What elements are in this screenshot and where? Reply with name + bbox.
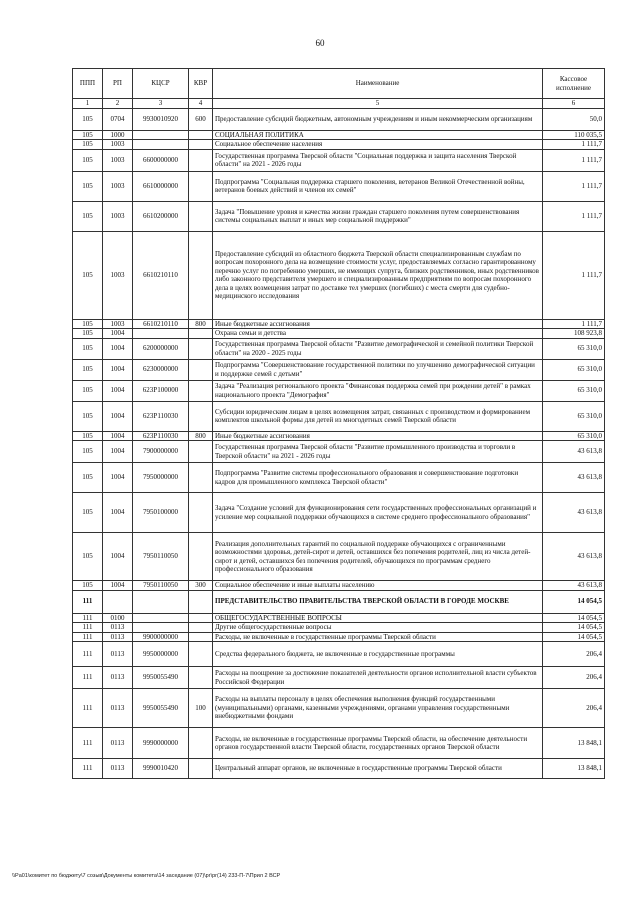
table-row (73, 533, 605, 581)
column-number: 6 (543, 99, 605, 109)
table-row (73, 493, 605, 533)
cell-amount: 43 613,8 (543, 533, 605, 581)
cell-name: Иные бюджетные ассигнования (213, 319, 543, 329)
cell-ppp: 105 (73, 231, 103, 319)
cell-amount: 50,0 (543, 108, 605, 130)
cell-amount: 206,4 (543, 642, 605, 667)
cell-kvr (189, 759, 213, 779)
cell-name: Предоставление субсидий из областного бюджета Тверской области специализированным службам по вопросам похоронного дела на возмещение стоимости услуг, предоставляемых согласно гарантированному перечню услуг по погребению умерших, не имеющих супруга, близких родственников, иных родственников либо законного представителя умершего и специализированным предприятиям по вопросам похоронного дела в целях возмещения затрат по доставке тел умерших (погибших) с места смерти для судебно-медицинского исследования (213, 231, 543, 319)
table-row (73, 401, 605, 431)
cell-ppp: 111 (73, 642, 103, 667)
cell-ppp: 105 (73, 431, 103, 441)
cell-ppp: 105 (73, 338, 103, 359)
cell-ppp: 105 (73, 130, 103, 140)
cell-ppp: 111 (73, 613, 103, 623)
header-kcsr: КЦСР (133, 69, 189, 99)
cell-kvr (189, 623, 213, 633)
cell-kcsr: 7950110050 (133, 581, 189, 591)
cell-kvr (189, 401, 213, 431)
cell-ppp: 111 (73, 728, 103, 759)
cell-amount: 1 111,7 (543, 140, 605, 150)
cell-kcsr: 7900000000 (133, 441, 189, 463)
cell-kvr: 300 (189, 581, 213, 591)
table-row (73, 319, 605, 329)
table-row (73, 359, 605, 380)
cell-kcsr (133, 623, 189, 633)
cell-amount: 13 848,1 (543, 728, 605, 759)
cell-kvr (189, 171, 213, 201)
cell-ppp: 105 (73, 493, 103, 533)
header-rp: РП (103, 69, 133, 99)
cell-kcsr: 7950000000 (133, 463, 189, 493)
cell-ppp: 105 (73, 441, 103, 463)
cell-rp: 1003 (103, 319, 133, 329)
cell-kcsr: 6610210110 (133, 319, 189, 329)
cell-amount: 43 613,8 (543, 493, 605, 533)
cell-rp: 1004 (103, 401, 133, 431)
cell-kcsr: 9950055490 (133, 667, 189, 689)
cell-ppp: 105 (73, 401, 103, 431)
cell-ppp: 111 (73, 623, 103, 633)
cell-name: Социальное обеспечение и иные выплаты населению (213, 581, 543, 591)
table-row (73, 231, 605, 319)
cell-kvr (189, 533, 213, 581)
cell-amount: 43 613,8 (543, 581, 605, 591)
column-number: 1 (73, 99, 103, 109)
cell-amount: 43 613,8 (543, 463, 605, 493)
cell-kvr (189, 380, 213, 401)
table-row (73, 171, 605, 201)
table-row (73, 140, 605, 150)
cell-kvr (189, 667, 213, 689)
table-row (73, 689, 605, 728)
cell-ppp: 111 (73, 689, 103, 728)
table-row (73, 728, 605, 759)
table-row (73, 380, 605, 401)
column-number: 4 (189, 99, 213, 109)
cell-kcsr: 7950100000 (133, 493, 189, 533)
cell-kvr (189, 149, 213, 171)
cell-rp: 1003 (103, 171, 133, 201)
cell-kcsr: 6610000000 (133, 171, 189, 201)
cell-amount: 65 310,0 (543, 338, 605, 359)
cell-name: Субсидии юридическим лицам в целях возмещения затрат, связанных с производством и формированием комплектов школьной формы для детей из многодетных семей Тверской области (213, 401, 543, 431)
cell-rp: 0100 (103, 613, 133, 623)
cell-kcsr: 6200000000 (133, 338, 189, 359)
cell-rp: 1004 (103, 533, 133, 581)
cell-name: СОЦИАЛЬНАЯ ПОЛИТИКА (213, 130, 543, 140)
table-row (73, 201, 605, 231)
cell-kcsr (133, 590, 189, 613)
cell-amount: 108 923,8 (543, 329, 605, 339)
table-row (73, 667, 605, 689)
cell-amount: 14 054,5 (543, 590, 605, 613)
cell-amount: 43 613,8 (543, 441, 605, 463)
cell-name: Расходы, не включенные в государственные программы Тверской области, на обеспечение деятельности органов государственной власти Тверской области, государственных органов Тверской области (213, 728, 543, 759)
cell-rp: 0113 (103, 623, 133, 633)
cell-kcsr: 9990000000 (133, 728, 189, 759)
cell-amount: 206,4 (543, 667, 605, 689)
cell-ppp: 105 (73, 149, 103, 171)
cell-kvr (189, 463, 213, 493)
cell-rp: 1004 (103, 441, 133, 463)
cell-kvr (189, 359, 213, 380)
table-row (73, 441, 605, 463)
table-row (73, 581, 605, 591)
cell-name: Государственная программа Тверской области "Развитие промышленного производства и торговли в Тверской области" на 2021 - 2026 годы (213, 441, 543, 463)
cell-amount: 110 035,5 (543, 130, 605, 140)
cell-kvr (189, 140, 213, 150)
table-row (73, 642, 605, 667)
cell-ppp: 105 (73, 581, 103, 591)
cell-rp: 0113 (103, 759, 133, 779)
cell-name: Средства федерального бюджета, не включенные в государственные программы (213, 642, 543, 667)
cell-kvr (189, 632, 213, 642)
cell-rp: 1004 (103, 380, 133, 401)
cell-ppp: 105 (73, 319, 103, 329)
cell-name: Предоставление субсидий бюджетным, автономным учреждениям и иным некоммерческим организациям (213, 108, 543, 130)
cell-ppp: 111 (73, 632, 103, 642)
cell-amount: 1 111,7 (543, 319, 605, 329)
table-row (73, 329, 605, 339)
cell-rp: 0113 (103, 689, 133, 728)
cell-rp: 0113 (103, 728, 133, 759)
cell-kcsr (133, 140, 189, 150)
cell-kvr (189, 728, 213, 759)
cell-name: Подпрограмма "Развитие системы профессионального образования и совершенствование подготовки кадров для промышленного комплекса Тверской области" (213, 463, 543, 493)
cell-kvr (189, 201, 213, 231)
document-file-path: \\Pa01\комитет по бюджету\7 созыв\Документы комитета\14 заседание (07)\pr\pr(14) 233-П-7\Прил 2 ВСР (12, 873, 281, 879)
cell-name: Расходы на поощрение за достижение показателей деятельности органов исполнительной власти субъектов Российской Федерации (213, 667, 543, 689)
cell-kvr (189, 642, 213, 667)
cell-amount: 14 054,5 (543, 613, 605, 623)
table-row (73, 613, 605, 623)
table-row (73, 108, 605, 130)
cell-name: Подпрограмма "Совершенствование государственной политики по улучшению демографической ситуации и поддержке семей с детьми" (213, 359, 543, 380)
cell-kvr (189, 338, 213, 359)
cell-kcsr: 623P110030 (133, 431, 189, 441)
cell-kcsr: 6610210110 (133, 231, 189, 319)
cell-kcsr: 9990010420 (133, 759, 189, 779)
cell-kcsr: 623P100000 (133, 380, 189, 401)
cell-amount: 65 310,0 (543, 380, 605, 401)
table-row (73, 338, 605, 359)
cell-amount: 14 054,5 (543, 623, 605, 633)
cell-rp: 0113 (103, 642, 133, 667)
cell-name: Государственная программа Тверской области "Развитие демографической и семейной политики Тверской области" на 2020 - 2025 годы (213, 338, 543, 359)
cell-kvr (189, 329, 213, 339)
page-number: 60 (315, 38, 325, 48)
cell-rp: 0113 (103, 632, 133, 642)
cell-name: Реализация дополнительных гарантий по социальной поддержке обучающихся с ограниченными возможностями здоровья, детей-сирот и детей, оставшихся без попечения родителей, лиц из числа детей-сирот и детей, оставшихся без попечения родителей, обучающихся по программам среднего профессионального образования (213, 533, 543, 581)
cell-kvr (189, 441, 213, 463)
cell-ppp: 105 (73, 171, 103, 201)
cell-kcsr (133, 130, 189, 140)
header-name: Наименование (213, 69, 543, 99)
cell-name: Государственная программа Тверской области "Социальная поддержка и защита населения Тверской области" на 2021 - 2026 годы (213, 149, 543, 171)
cell-kcsr: 623P110030 (133, 401, 189, 431)
table-row (73, 759, 605, 779)
table-row (73, 590, 605, 613)
cell-ppp: 105 (73, 463, 103, 493)
cell-name: Задача "Создание условий для функционирования сети государственных профессиональных организаций и усиление мер социальной поддержки обучающихся в системе среднего профессионального образования" (213, 493, 543, 533)
cell-ppp: 105 (73, 140, 103, 150)
table-header-row (73, 69, 605, 99)
cell-name: Иные бюджетные ассигнования (213, 431, 543, 441)
cell-name: Расходы, не включенные в государственные программы Тверской области (213, 632, 543, 642)
column-number: 3 (133, 99, 189, 109)
cell-amount: 65 310,0 (543, 431, 605, 441)
header-kvr: КВР (189, 69, 213, 99)
cell-rp: 0113 (103, 667, 133, 689)
cell-kcsr: 9950000000 (133, 642, 189, 667)
cell-name: Расходы на выплаты персоналу в целях обеспечения выполнения функций государственными (муниципальными) органами, казенными учреждениями, органами управления государственными внебюджетными фондами (213, 689, 543, 728)
cell-ppp: 105 (73, 329, 103, 339)
cell-rp: 1004 (103, 359, 133, 380)
cell-ppp: 105 (73, 380, 103, 401)
column-number: 2 (103, 99, 133, 109)
cell-ppp: 111 (73, 759, 103, 779)
cell-amount: 14 054,5 (543, 632, 605, 642)
cell-rp: 0704 (103, 108, 133, 130)
cell-rp: 1003 (103, 231, 133, 319)
cell-kvr: 600 (189, 108, 213, 130)
cell-kcsr: 9930010920 (133, 108, 189, 130)
cell-amount: 65 310,0 (543, 401, 605, 431)
cell-kcsr: 9950055490 (133, 689, 189, 728)
column-number: 5 (213, 99, 543, 109)
cell-ppp: 105 (73, 108, 103, 130)
cell-kvr (189, 613, 213, 623)
cell-rp: 1003 (103, 201, 133, 231)
cell-kcsr (133, 329, 189, 339)
cell-kcsr: 6600000000 (133, 149, 189, 171)
cell-rp: 1003 (103, 149, 133, 171)
cell-ppp: 105 (73, 201, 103, 231)
cell-name: Другие общегосударственные вопросы (213, 623, 543, 633)
cell-rp: 1004 (103, 338, 133, 359)
cell-kcsr: 6230000000 (133, 359, 189, 380)
cell-name: Социальное обеспечение населения (213, 140, 543, 150)
cell-amount: 1 111,7 (543, 171, 605, 201)
cell-rp (103, 590, 133, 613)
table-row (73, 623, 605, 633)
cell-amount: 65 310,0 (543, 359, 605, 380)
cell-kvr: 100 (189, 689, 213, 728)
cell-kvr: 800 (189, 431, 213, 441)
header-amount: Кассовое исполнение (543, 69, 605, 99)
cell-kcsr (133, 613, 189, 623)
cell-name: Подпрограмма "Социальная поддержка старшего поколения, ветеранов Великой Отечественной войны, ветеранов боевых действий и членов их семей" (213, 171, 543, 201)
cell-amount: 1 111,7 (543, 231, 605, 319)
cell-ppp: 105 (73, 359, 103, 380)
table-row (73, 130, 605, 140)
cell-kcsr: 9900000000 (133, 632, 189, 642)
cell-name: ОБЩЕГОСУДАРСТВЕННЫЕ ВОПРОСЫ (213, 613, 543, 623)
cell-rp: 1004 (103, 463, 133, 493)
cell-rp: 1004 (103, 581, 133, 591)
table-row (73, 463, 605, 493)
header-ppp: ППП (73, 69, 103, 99)
cell-name: Центральный аппарат органов, не включенные в государственные программы Тверской области (213, 759, 543, 779)
column-number-row (73, 99, 605, 109)
budget-execution-table (72, 68, 605, 779)
cell-kvr (189, 130, 213, 140)
cell-rp: 1004 (103, 493, 133, 533)
table-row (73, 149, 605, 171)
cell-kcsr: 7950110050 (133, 533, 189, 581)
cell-rp: 1003 (103, 140, 133, 150)
cell-amount: 1 111,7 (543, 201, 605, 231)
cell-amount: 1 111,7 (543, 149, 605, 171)
cell-amount: 13 848,1 (543, 759, 605, 779)
cell-ppp: 105 (73, 533, 103, 581)
cell-rp: 1000 (103, 130, 133, 140)
table-row (73, 431, 605, 441)
cell-kvr (189, 231, 213, 319)
cell-name: Задача "Повышение уровня и качества жизни граждан старшего поколения путем совершенствования системы социальных выплат и иных мер социальной поддержки" (213, 201, 543, 231)
cell-name: Охрана семьи и детства (213, 329, 543, 339)
cell-ppp: 111 (73, 667, 103, 689)
cell-kvr: 800 (189, 319, 213, 329)
cell-kvr (189, 493, 213, 533)
cell-amount: 206,4 (543, 689, 605, 728)
cell-rp: 1004 (103, 329, 133, 339)
cell-rp: 1004 (103, 431, 133, 441)
cell-kvr (189, 590, 213, 613)
cell-name: Задача "Реализация регионального проекта "Финансовая поддержка семей при рождении детей" в рамках национального проекта "Демография" (213, 380, 543, 401)
cell-ppp: 111 (73, 590, 103, 613)
cell-kcsr: 6610200000 (133, 201, 189, 231)
table-row (73, 632, 605, 642)
cell-name: ПРЕДСТАВИТЕЛЬСТВО ПРАВИТЕЛЬСТВА ТВЕРСКОЙ ОБЛАСТИ В ГОРОДЕ МОСКВЕ (213, 590, 543, 613)
